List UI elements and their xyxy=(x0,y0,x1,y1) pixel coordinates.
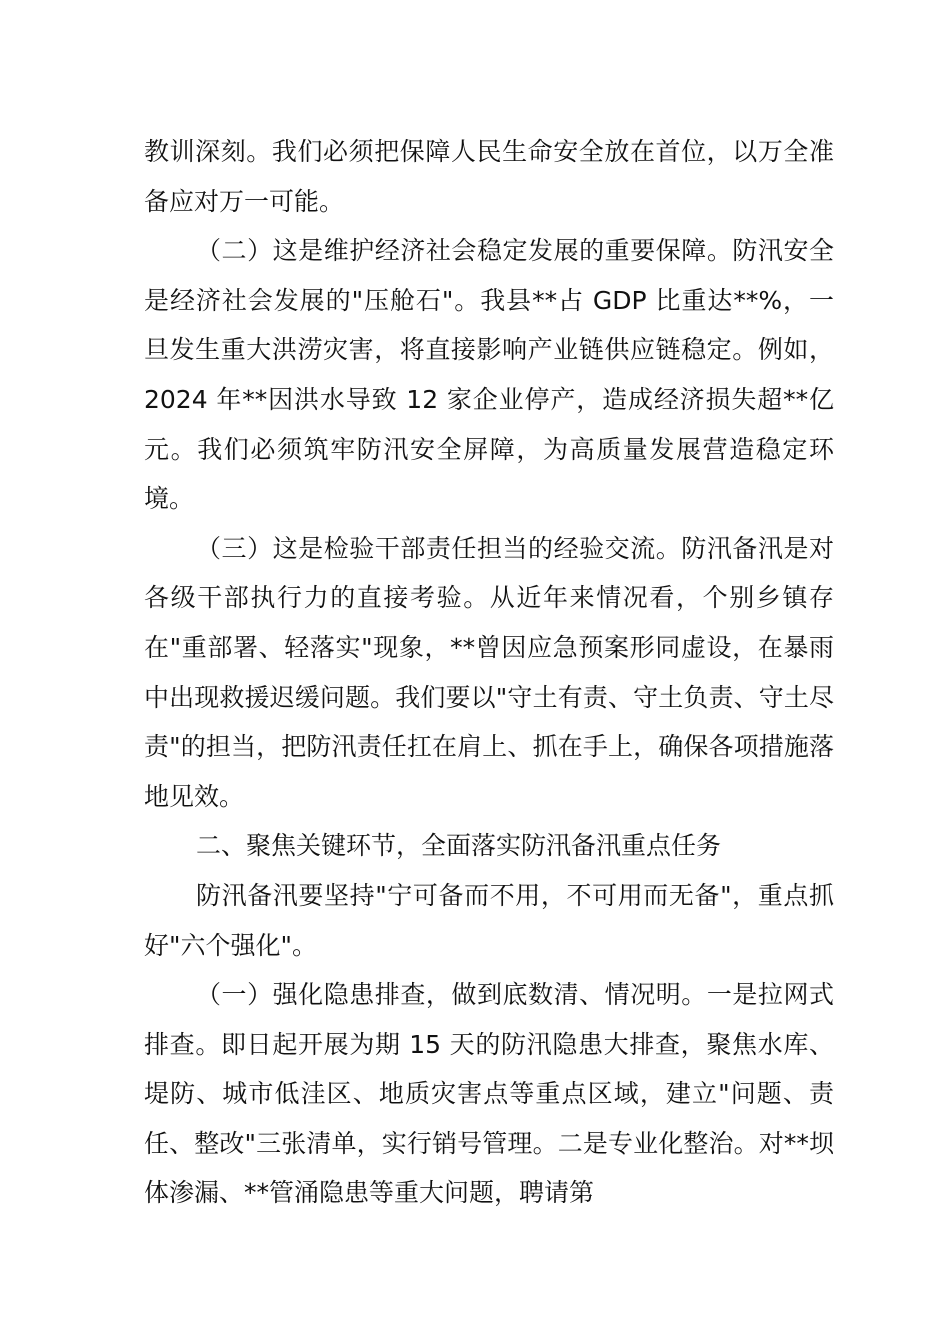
paragraph-2: （二）这是维护经济社会稳定发展的重要保障。防汛安全是经济社会发展的"压舱石"。我县**占 GDP 比重达**%，一旦发生重大洪涝灾害，将直接影响产业链供应链稳定。例如，2024 年**因洪水导致 12 家企业停产，造成经济损失超**亿元。我们必须筑牢防汛安全屏障，为高质量发展营造稳定环境。 xyxy=(144,236,834,514)
paragraph-3: （三）这是检验干部责任担当的经验交流。防汛备汛是对各级干部执行力的直接考验。从近年来情况看，个别乡镇存在"重部署、轻落实"现象，**曾因应急预案形同虚设，在暴雨中出现救援迟缓问题。我们要以"守土有责、守土负责、守土尽责"的担当，把防汛责任扛在肩上、抓在手上，确保各项措施落地见效。 xyxy=(144,533,834,811)
document-body xyxy=(144,127,834,1218)
paragraph-4: 防汛备汛要坚持"宁可备而不用，不可用而无备"，重点抓好"六个强化"。 xyxy=(144,880,834,960)
paragraph-5: （一）强化隐患排查，做到底数清、情况明。一是拉网式排查。即日起开展为期 15 天的防汛隐患大排查，聚焦水库、堤防、城市低洼区、地质灾害点等重点区域，建立"问题、责任、整改"三张清单，实行销号管理。二是专业化整治。对**坝体渗漏、**管涌隐患等重大问题，聘请第 xyxy=(144,980,834,1208)
paragraph-1: 教训深刻。我们必须把保障人民生命安全放在首位，以万全准备应对万一可能。 xyxy=(144,137,834,216)
section-heading: 二、聚焦关键环节，全面落实防汛备汛重点任务 xyxy=(196,831,722,861)
